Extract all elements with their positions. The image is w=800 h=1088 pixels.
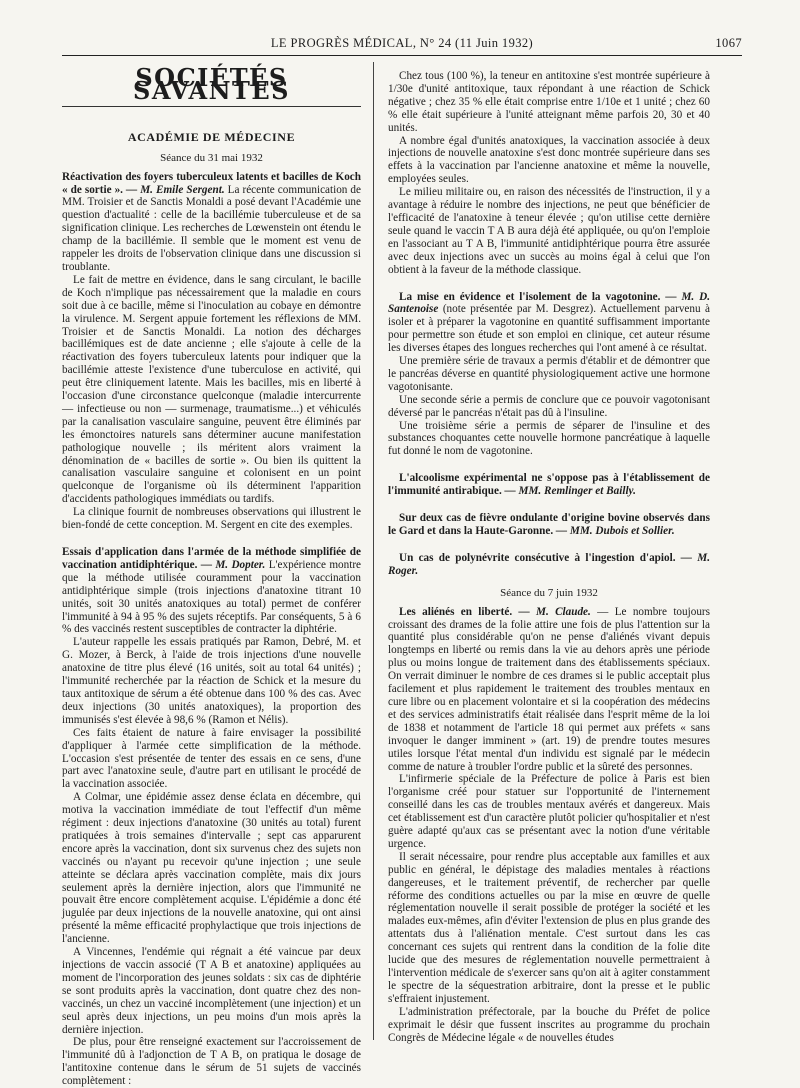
article-author: — M. Emile Sergent. <box>126 183 225 196</box>
article-text: (note présentée par M. Desgrez). Actuellement parvenu à isoler et à préparer la vagotonine en quantité suffisamment importante pour permettre son étude et son emploi en clinique, cet auteur résume les diverses étapes des longues recherches qui l'ont amené à ce résultat. <box>388 303 710 355</box>
paragraph: Une première série de travaux a permis d'établir et de démontrer que le pancréas déverse en quantité physiologiquement active une hormone vagotonisante. <box>388 355 710 393</box>
article-sergent <box>62 171 361 274</box>
page-number: 1067 <box>715 36 742 50</box>
article-author: — M. Roger. <box>388 551 711 577</box>
article-title: La mise en évidence et l'isolement de la vagotonine. <box>399 290 661 303</box>
paragraph: Le milieu militaire ou, en raison des nécessités de l'instruction, il y a avantage à réduire le nombre des injections, ne peut que bénéficier de l'efficacité de l'anatoxine à teneur élevée ; qu'on utilise cette dernière seule quand le vaccin T A B aura déjà été appliquée, ou qu'on l'emploie en l'associant au T A B, l'immunité antidiphtérique pourra être assurée avec deux injections avec un succès au moins égal à celui que l'on obtient à la faveur de la méthode classique. <box>388 186 710 276</box>
paragraph: A Vincennes, l'endémie qui régnait a été vaincue par deux injections de vaccin associé (T A B et anatoxine) appliquées au moment de l'incorporation des jeunes soldats : six cas de diphtérie se sont produits après la vaccination, dont quatre chez des non-vaccinés, un chez un vacciné incomplètement (une injection) et un seul après deux injections, un peu moins d'un mois après la dernière injection. <box>62 946 361 1036</box>
journal-issue-title: LE PROGRÈS MÉDICAL, N° 24 (11 Juin 1932) <box>270 36 534 50</box>
paragraph: Il serait nécessaire, pour rendre plus acceptable aux familles et aux public en général, le dépistage des maladies mentales à réactions dangereuses, et le traitement préventif, de rechercher par quelle réforme des conditions actuelles ou par la mise en œuvre de quelle réglementation nouvelle il serait possible de protéger la société et les malades eux-mêmes, afin d'éviter l'extension de plus en plus grande des attentats dus à l'aliénation mentale. C'est surtout dans les cas concernant ces sujets qui rentrent dans la condition de la folie dite lucide que des mesures de réglementation nouvelle permettraient à l'intervention médicale de s'exercer sans qu'on ait à agiter constamment le spectre de la séquestration arbitraire, dont la presse et le public s'effraient injustement. <box>388 850 710 1005</box>
right-column <box>388 70 710 1044</box>
article-author: — M. Dopter. <box>200 558 266 571</box>
article-title: Sur deux cas de fièvre ondulante d'origine bovine observés dans le Gard et dans la Haute-Garonne. <box>388 512 710 537</box>
article-dubois <box>388 512 710 538</box>
session-date: Séance du 7 juin 1932 <box>500 586 598 599</box>
section-title: SOCIÉTÉS SAVANTES <box>62 72 361 107</box>
article-title: Un cas de polynévrite consécutive à l'ingestion d'apiol. <box>399 551 676 564</box>
article-text: La récente communication de MM. Troisier et de Sanctis Monaldi a posé devant l'Académie une question d'actualité : celle de la bacillémie tuberculeuse et de sa signification clinique. Les recherches de Lœwenstein ont étendu le champ de la bacillémie. Il semble que le moment est venu de rappeler les droits de l'observation clinique dans une discussion si troublante. <box>62 183 361 273</box>
article-title: Essais d'application dans l'armée de la méthode simplifiée de vaccination antidiphtérique. <box>62 546 361 571</box>
paragraph: A nombre égal d'unités anatoxiques, la vaccination associée à deux injections de nouvelle anatoxine s'est donc montrée supérieure dans ses effets à la vaccination par l'ancienne anatoxine et même la nouvelle, employées seules. <box>388 134 710 186</box>
article-title: Réactivation des foyers tuberculeux latents et bacilles de Koch « de sortie ». <box>62 170 361 196</box>
article-author: — M. D. Santenoise <box>388 290 711 316</box>
column-divider <box>373 62 374 1040</box>
paragraph: De plus, pour être renseigné exactement sur l'accroissement de l'immunité dû à l'adjonction de T A B, on pratiqua le dosage de l'antitoxine contenue dans le sérum de 51 sujets de vaccinés complètement : <box>62 1036 361 1088</box>
paragraph: Chez tous (100 %), la teneur en antitoxine s'est montrée supérieure à 1/30e d'unité antitoxique, taux répondant à une réaction de Schick négative ; chez 35 % elle était comprise entre 1/10e et 1 unité ; chez 60 % elle était supérieure à l'unité atteignant même parfois 20, 30 et 40 unités. <box>388 70 710 134</box>
article-claude <box>388 606 710 774</box>
paragraph: L'administration préfectorale, par la bouche du Préfet de police exprimait le désir que fussent inscrites au programme du prochain Congrès de Médecine légale « de nouvelles études <box>388 1005 710 1044</box>
article-title: Les aliénés en liberté. <box>399 605 513 618</box>
article-roger <box>388 552 710 578</box>
left-column <box>62 63 362 1088</box>
article-title: L'alcoolisme expérimental ne s'oppose pas à l'établissement de l'immunité antirabique. <box>388 472 710 498</box>
running-header <box>62 36 742 52</box>
paragraph: A Colmar, une épidémie assez dense éclata en décembre, qui motiva la vaccination immédiate de tout l'effectif d'un même régiment : deux injections d'anatoxine (30 unités au total) furent pratiquées à trois semaines d'intervalle ; sept cas apparurent encore après la vaccination, dont six survenus chez des sujets non vaccinés ou n'ayant pu recevoir qu'une injection ; une seule atteinte se déclara après vaccination complète, mais dix jours seulement après la dernière injection, alors que l'immunité ne pouvait être encore complètement acquise. L'épidémie a donc été jugulée par deux injections de la nouvelle anatoxine, qui ont ainsi présenté la même efficacité prophylactique que trois injections de l'ancienne. <box>62 791 361 946</box>
paragraph: Le fait de mettre en évidence, dans le sang circulant, le bacille de Koch n'implique pas nécessairement que la maladie en cours soit due à ce bacille, même si l'inoculation au cobaye en démontre la virulence. M. Sergent appuie fortement les réflexions de MM. Troisier et de Sanctis Monaldi. La notion des décharges bacillémiques est de date ancienne ; elle s'ajoute à celle de la réactivation des foyers tuberculeux latents pour indiquer que la bacillémie atteste l'existence d'une tuberculose en activité, qui peut être cliniquement latente. Mais les bacilles, mis en liberté à l'occasion d'une circonstance quelconque (maladie intercurrente — infectieuse ou non — surmenage, traumatisme...) et véhiculés par la canalisation vasculaire sanguine, peuvent être éliminés par les émonctoires naturels sans déterminer aucune manifestation pathologique nouvelle ; ils méritent alors vraiment la dénomination de « bacilles de sortie ». Ou bien ils quittent la canalisation vasculaire sanguine et colonisent en un point quelconque de l'organisme où ils déterminent l'apparition d'accidents pathologiques immédiats ou tardifs. <box>62 273 361 506</box>
article-santenoise <box>388 291 710 356</box>
paragraph: L'infirmerie spéciale de la Préfecture de police à Paris est bien l'organisme créé pour statuer sur l'opportunité de l'internement conseillé dans les cas de troubles mentaux avérés et dangereux. Mais cet établissement est d'un caractère plutôt policier qu'hospitalier et n'est guère adapté qu'aux cas se présentant avec la notion d'une véritable urgence. <box>388 773 710 850</box>
header-rule <box>62 55 742 56</box>
paragraph: Ces faits étaient de nature à faire envisager la possibilité d'appliquer à l'armée cette simplification de la méthode. L'occasion s'est présentée de tenter des essais en ce sens, d'une part avec l'anatoxine seule, d'autre part en utilisant le procédé de la vaccination associée. <box>62 726 361 791</box>
paragraph: L'auteur rappelle les essais pratiqués par Ramon, Debré, M. et G. Mozer, à Berck, à l'aide de trois injections d'une nouvelle anatoxine de titre plus élevé (16 unités, soit au total 64 unités) ; l'immunité recherchée par la réaction de Schick et la mesure du taux antitoxique de sérum a été obtenue dans 100 % des cas. Avec deux injections (30 unités anatoxiques), la proportion des immunisés s'est élevée à 98,6 % (Ramon et Nélis). <box>62 636 361 726</box>
article-remlinger <box>388 472 710 498</box>
session-date: Séance du 31 mai 1932 <box>160 151 263 164</box>
article-text: — Le nombre toujours croissant des drames de la folie attire une fois de plus l'attention sur la quantité plus considérable qu'on ne pense d'aliénés vivant depuis longtemps en liberté ou remis dans la vie au dehors après une période plus ou moins longue de traitement dans des établissements spéciaux. On verrait diminuer le nombre de ces drames si le public acceptait plus facilement et plus rapidement le traitement des troubles mentaux en cure libre ou en placement volontaire et si la coopération des médecins et des services administratifs était réalisée dans l'esprit même de la loi de 1838 et notamment de l'article 18 qui permet aux préfets « sans invoquer le danger imminent » (art. 19) de prendre toutes mesures utiles lorsque l'état mental d'un individu est signalé par le médecin comme de nature à troubler l'ordre public et la sûreté des personnes. <box>388 605 710 773</box>
article-author: — MM. Remlinger et Bailly. <box>504 485 636 498</box>
article-text: L'expérience montre que la méthode utilisée couramment pour la vaccination antidiphtérique simple (trois injections d'anatoxine titrant 10 unités, soit 30 unités anatoxiques au total) permet de conférer l'immunité à 94 à 95 % des sujets réceptifs. Par conséquents, 5 à 6 % des vaccinés restent susceptibles de contracter la diphtérie. <box>62 558 362 636</box>
paragraph: Une seconde série a permis de conclure que ce pouvoir vagotonisant déversé par le pancréas n'était pas dû à l'insuline. <box>388 393 710 419</box>
article-dopter <box>62 546 361 636</box>
article-author: — MM. Dubois et Sollier. <box>555 525 675 537</box>
academy-heading: ACADÉMIE DE MÉDECINE <box>127 129 296 144</box>
paragraph: Une troisième série a permis de séparer de l'insuline et des substances choquantes cette nouvelle hormone pancréatique à laquelle fut donné le nom de vagotonine. <box>388 419 710 458</box>
paragraph: La clinique fournit de nombreuses observations qui illustrent le bien-fondé de cette conception. M. Sergent en cite des exemples. <box>62 506 361 532</box>
article-author: — M. Claude. <box>518 605 591 618</box>
